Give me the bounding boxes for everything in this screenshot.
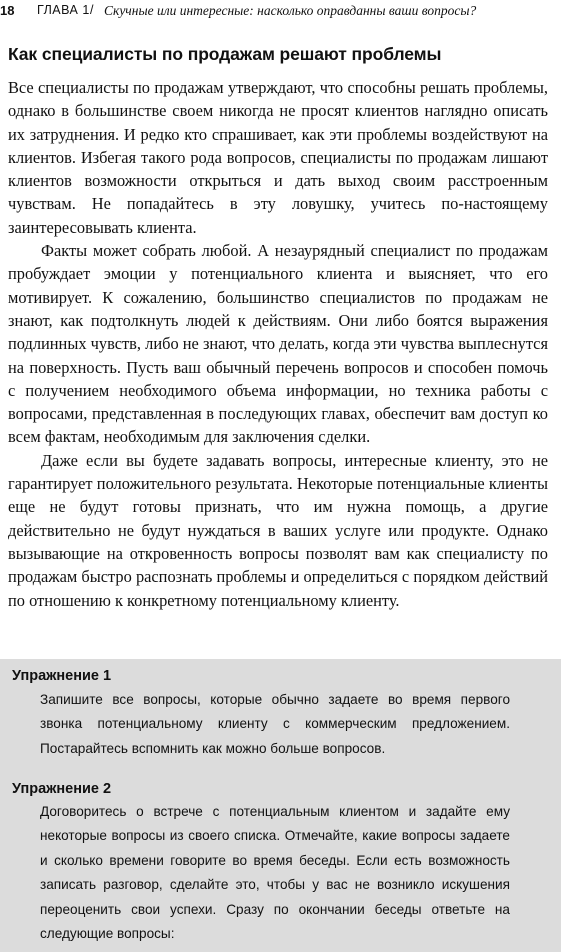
chapter-label: ГЛАВА 1 — [37, 3, 90, 17]
paragraph: Факты может собрать любой. А незаурядный специалист по продажам пробуждает эмоции у потенциального клиента и выясняет, что его мотивирует. К сожалению, большинство специалистов по продажам не знают, как подтолкнуть людей к действиям. Они либо боятся выражения подлинных чувств, либо не знают, что делать, когда эти чувства выплеснутся на поверхность. Пусть ваш обычный перечень вопросов и способен помочь с получением необходимого объема информации, но техника работы с вопросами, представленная в последующих главах, обеспечит вам доступ ко всем фактам, необходимым для заключения сделки. — [8, 241, 548, 447]
exercise-box — [0, 659, 561, 952]
section-heading: Как специалисты по продажам решают проблемы — [8, 44, 442, 64]
page-number: 18 — [0, 3, 15, 18]
exercise-2-text — [40, 800, 510, 946]
header-separator: / — [90, 3, 94, 17]
exercise-1-title: Упражнение 1 — [12, 668, 112, 684]
exercise-2-paragraph: Договоритесь о встрече с потенциальным клиентом и задайте ему некоторые вопросы из своего списка. Отмечайте, какие вопросы задаете и сколько времени говорите во время беседы. Если есть возможность записать разговор, сделайте это, чтобы у вас не возникло искушения переоценить свои успехи. Сразу по окончании беседы ответьте на следующие вопросы: — [40, 804, 510, 942]
chapter-title: Скучные или интересные: насколько оправданны ваши вопросы? — [104, 3, 477, 18]
exercise-2-title: Упражнение 2 — [12, 781, 112, 797]
exercise-1-text — [40, 688, 510, 761]
exercise-1-paragraph: Запишите все вопросы, которые обычно задаете во время первого звонка потенциальному клиенту с коммерческим предложением. Постарайтесь вспомнить как можно больше вопросов. — [40, 692, 510, 756]
paragraph: Все специалисты по продажам утверждают, что способны решать проблемы, однако в большинстве своем никогда не просят клиентов наглядно описать их затруднения. И редко кто спрашивает, как эти проблемы воздействуют на клиентов. Избегая такого рода вопросов, специалисты по продажам лишают клиентов возможности открыться и дать выход своим расстроенным чувствам. Не попадайтесь в эту ловушку, учитесь по-настоящему заинтересовывать клиента. — [8, 78, 548, 237]
running-header — [0, 3, 561, 23]
paragraph: Даже если вы будете задавать вопросы, интересные клиенту, это не гарантирует положительного результата. Некоторые потенциальные клиенты еще не будут готовы признать, что им нужна помощь, а другие действительно не будут нуждаться в ваших услуге или продукте. Однако вызывающие на откровенность вопросы позволят вам как специалисту по продажам быстро распознать проблемы и определиться с порядком действий по отношению к конкретному потенциальному клиенту. — [8, 450, 548, 610]
body-text — [8, 76, 548, 612]
